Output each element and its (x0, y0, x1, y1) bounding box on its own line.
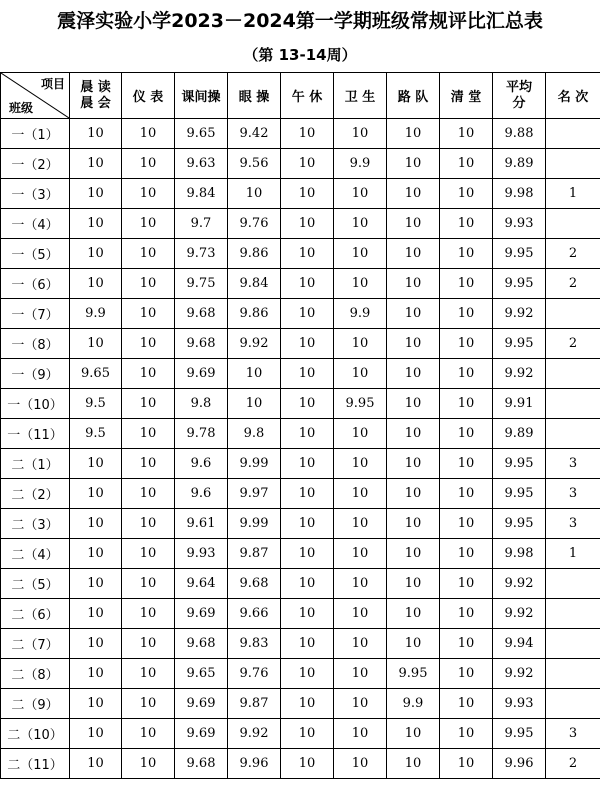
nap-cell: 10 (281, 119, 334, 149)
rank-cell (546, 209, 600, 239)
class-cell: 一（8） (1, 329, 70, 359)
exercise-cell: 9.73 (175, 239, 228, 269)
rank-cell (546, 149, 600, 179)
class-cell: 二（10） (1, 719, 70, 749)
class-cell: 一（2） (1, 149, 70, 179)
appearance-cell: 10 (122, 749, 175, 779)
average-cell: 9.95 (493, 239, 546, 269)
morning-read-cell: 10 (70, 269, 122, 299)
col-header-morning-read-line1: 晨 读 (80, 79, 111, 95)
table-row (1, 269, 600, 299)
hygiene-cell: 10 (334, 629, 387, 659)
nap-cell: 10 (281, 419, 334, 449)
nap-cell: 10 (281, 479, 334, 509)
exercise-cell: 9.69 (175, 599, 228, 629)
clean-cell: 10 (440, 299, 493, 329)
nap-cell: 10 (281, 719, 334, 749)
nap-cell: 10 (281, 299, 334, 329)
rank-cell: 1 (546, 179, 600, 209)
clean-cell: 10 (440, 329, 493, 359)
eye-exercise-cell: 9.76 (228, 209, 281, 239)
exercise-cell: 9.69 (175, 689, 228, 719)
nap-cell: 10 (281, 749, 334, 779)
queue-cell: 10 (387, 449, 440, 479)
appearance-cell: 10 (122, 419, 175, 449)
eye-exercise-cell: 9.84 (228, 269, 281, 299)
table-row (1, 719, 600, 749)
appearance-cell: 10 (122, 119, 175, 149)
average-cell: 9.98 (493, 179, 546, 209)
queue-cell: 10 (387, 389, 440, 419)
morning-read-cell: 10 (70, 689, 122, 719)
average-cell: 9.95 (493, 479, 546, 509)
average-cell: 9.93 (493, 209, 546, 239)
clean-cell: 10 (440, 659, 493, 689)
hygiene-cell: 9.95 (334, 389, 387, 419)
queue-cell: 10 (387, 539, 440, 569)
col-header-eye-exercise: 眼 操 (228, 73, 281, 119)
nap-cell: 10 (281, 269, 334, 299)
class-cell: 二（6） (1, 599, 70, 629)
hygiene-cell: 10 (334, 179, 387, 209)
class-cell: 二（1） (1, 449, 70, 479)
appearance-cell: 10 (122, 659, 175, 689)
table-row (1, 209, 600, 239)
clean-cell: 10 (440, 569, 493, 599)
morning-read-cell: 10 (70, 659, 122, 689)
clean-cell: 10 (440, 269, 493, 299)
table-row (1, 389, 600, 419)
nap-cell: 10 (281, 359, 334, 389)
col-header-clean: 清 堂 (440, 73, 493, 119)
queue-cell: 10 (387, 239, 440, 269)
hygiene-cell: 10 (334, 719, 387, 749)
table-body (1, 119, 600, 779)
table-row (1, 419, 600, 449)
appearance-cell: 10 (122, 149, 175, 179)
rank-cell: 3 (546, 509, 600, 539)
exercise-cell: 9.68 (175, 329, 228, 359)
col-header-morning-read-line2: 晨 会 (80, 95, 111, 111)
rank-cell: 2 (546, 749, 600, 779)
hygiene-cell: 10 (334, 119, 387, 149)
score-table (0, 72, 600, 779)
morning-read-cell: 10 (70, 239, 122, 269)
corner-label-class: 班级 (9, 101, 34, 115)
hygiene-cell: 10 (334, 269, 387, 299)
col-header-average-line2: 分 (512, 95, 526, 111)
class-cell: 二（9） (1, 689, 70, 719)
average-cell: 9.95 (493, 449, 546, 479)
hygiene-cell: 10 (334, 689, 387, 719)
queue-cell: 10 (387, 509, 440, 539)
class-cell: 一（5） (1, 239, 70, 269)
average-cell: 9.88 (493, 119, 546, 149)
clean-cell: 10 (440, 149, 493, 179)
eye-exercise-cell: 9.97 (228, 479, 281, 509)
appearance-cell: 10 (122, 269, 175, 299)
queue-cell: 9.9 (387, 689, 440, 719)
average-cell: 9.92 (493, 659, 546, 689)
clean-cell: 10 (440, 509, 493, 539)
average-cell: 9.92 (493, 569, 546, 599)
appearance-cell: 10 (122, 509, 175, 539)
queue-cell: 10 (387, 569, 440, 599)
eye-exercise-cell: 9.66 (228, 599, 281, 629)
hygiene-cell: 10 (334, 479, 387, 509)
queue-cell: 10 (387, 119, 440, 149)
rank-cell: 3 (546, 479, 600, 509)
clean-cell: 10 (440, 209, 493, 239)
appearance-cell: 10 (122, 719, 175, 749)
exercise-cell: 9.61 (175, 509, 228, 539)
clean-cell: 10 (440, 629, 493, 659)
rank-cell (546, 599, 600, 629)
exercise-cell: 9.69 (175, 719, 228, 749)
col-header-appearance: 仪 表 (122, 73, 175, 119)
class-cell: 一（10） (1, 389, 70, 419)
appearance-cell: 10 (122, 479, 175, 509)
hygiene-cell: 10 (334, 539, 387, 569)
class-cell: 一（3） (1, 179, 70, 209)
morning-read-cell: 10 (70, 719, 122, 749)
nap-cell: 10 (281, 329, 334, 359)
queue-cell: 10 (387, 359, 440, 389)
average-cell: 9.89 (493, 419, 546, 449)
eye-exercise-cell: 9.87 (228, 689, 281, 719)
morning-read-cell: 10 (70, 329, 122, 359)
document-title: 震泽实验小学2023－2024第一学期班级常规评比汇总表 (57, 10, 543, 32)
exercise-cell: 9.65 (175, 659, 228, 689)
rank-cell (546, 689, 600, 719)
rank-cell: 2 (546, 329, 600, 359)
class-cell: 二（8） (1, 659, 70, 689)
table-row (1, 359, 600, 389)
average-cell: 9.95 (493, 269, 546, 299)
eye-exercise-cell: 9.99 (228, 509, 281, 539)
exercise-cell: 9.75 (175, 269, 228, 299)
col-header-hygiene: 卫 生 (334, 73, 387, 119)
exercise-cell: 9.93 (175, 539, 228, 569)
col-header-average (493, 73, 546, 119)
table-row (1, 599, 600, 629)
hygiene-cell: 10 (334, 659, 387, 689)
exercise-cell: 9.68 (175, 299, 228, 329)
nap-cell: 10 (281, 539, 334, 569)
exercise-cell: 9.65 (175, 119, 228, 149)
morning-read-cell: 10 (70, 149, 122, 179)
class-cell: 一（7） (1, 299, 70, 329)
exercise-cell: 9.68 (175, 629, 228, 659)
morning-read-cell: 10 (70, 569, 122, 599)
eye-exercise-cell: 9.86 (228, 299, 281, 329)
appearance-cell: 10 (122, 539, 175, 569)
eye-exercise-cell: 9.92 (228, 329, 281, 359)
eye-exercise-cell: 9.68 (228, 569, 281, 599)
queue-cell: 10 (387, 179, 440, 209)
hygiene-cell: 10 (334, 509, 387, 539)
clean-cell: 10 (440, 749, 493, 779)
morning-read-cell: 10 (70, 539, 122, 569)
nap-cell: 10 (281, 389, 334, 419)
clean-cell: 10 (440, 239, 493, 269)
morning-read-cell: 10 (70, 479, 122, 509)
table-row (1, 539, 600, 569)
average-cell: 9.92 (493, 299, 546, 329)
class-cell: 一（1） (1, 119, 70, 149)
col-header-queue: 路 队 (387, 73, 440, 119)
rank-cell: 2 (546, 269, 600, 299)
appearance-cell: 10 (122, 599, 175, 629)
class-cell: 二（11） (1, 749, 70, 779)
table-row (1, 119, 600, 149)
morning-read-cell: 10 (70, 449, 122, 479)
col-header-nap: 午 休 (281, 73, 334, 119)
exercise-cell: 9.7 (175, 209, 228, 239)
average-cell: 9.95 (493, 329, 546, 359)
class-cell: 一（4） (1, 209, 70, 239)
table-row (1, 299, 600, 329)
morning-read-cell: 10 (70, 599, 122, 629)
table-row (1, 479, 600, 509)
nap-cell: 10 (281, 629, 334, 659)
rank-cell (546, 389, 600, 419)
hygiene-cell: 10 (334, 329, 387, 359)
average-cell: 9.98 (493, 539, 546, 569)
nap-cell: 10 (281, 239, 334, 269)
eye-exercise-cell: 9.92 (228, 719, 281, 749)
table-row (1, 569, 600, 599)
queue-cell: 9.95 (387, 659, 440, 689)
queue-cell: 10 (387, 269, 440, 299)
eye-exercise-cell: 10 (228, 179, 281, 209)
clean-cell: 10 (440, 419, 493, 449)
hygiene-cell: 10 (334, 419, 387, 449)
average-cell: 9.95 (493, 719, 546, 749)
document-subtitle: （第 13-14周） (243, 46, 357, 64)
class-cell: 二（5） (1, 569, 70, 599)
morning-read-cell: 9.9 (70, 299, 122, 329)
class-cell: 一（9） (1, 359, 70, 389)
appearance-cell: 10 (122, 329, 175, 359)
nap-cell: 10 (281, 149, 334, 179)
eye-exercise-cell: 9.87 (228, 539, 281, 569)
average-cell: 9.91 (493, 389, 546, 419)
morning-read-cell: 10 (70, 179, 122, 209)
average-cell: 9.92 (493, 359, 546, 389)
eye-exercise-cell: 10 (228, 359, 281, 389)
hygiene-cell: 9.9 (334, 149, 387, 179)
eye-exercise-cell: 9.96 (228, 749, 281, 779)
morning-read-cell: 9.5 (70, 389, 122, 419)
rank-cell: 3 (546, 449, 600, 479)
col-header-morning-read (70, 73, 122, 119)
queue-cell: 10 (387, 599, 440, 629)
morning-read-cell: 10 (70, 749, 122, 779)
morning-read-cell: 10 (70, 119, 122, 149)
queue-cell: 10 (387, 149, 440, 179)
eye-exercise-cell: 9.56 (228, 149, 281, 179)
corner-label-item: 项目 (40, 77, 65, 91)
eye-exercise-cell: 9.99 (228, 449, 281, 479)
nap-cell: 10 (281, 569, 334, 599)
rank-cell (546, 569, 600, 599)
clean-cell: 10 (440, 449, 493, 479)
queue-cell: 10 (387, 209, 440, 239)
rank-cell (546, 359, 600, 389)
queue-cell: 10 (387, 299, 440, 329)
header-row (1, 73, 600, 119)
rank-cell (546, 419, 600, 449)
eye-exercise-cell: 9.76 (228, 659, 281, 689)
queue-cell: 10 (387, 329, 440, 359)
hygiene-cell: 10 (334, 359, 387, 389)
appearance-cell: 10 (122, 239, 175, 269)
average-cell: 9.89 (493, 149, 546, 179)
morning-read-cell: 9.5 (70, 419, 122, 449)
class-cell: 一（11） (1, 419, 70, 449)
appearance-cell: 10 (122, 569, 175, 599)
eye-exercise-cell: 9.86 (228, 239, 281, 269)
queue-cell: 10 (387, 419, 440, 449)
average-cell: 9.93 (493, 689, 546, 719)
table-row (1, 239, 600, 269)
nap-cell: 10 (281, 209, 334, 239)
exercise-cell: 9.78 (175, 419, 228, 449)
appearance-cell: 10 (122, 389, 175, 419)
appearance-cell: 10 (122, 689, 175, 719)
clean-cell: 10 (440, 599, 493, 629)
queue-cell: 10 (387, 629, 440, 659)
appearance-cell: 10 (122, 209, 175, 239)
clean-cell: 10 (440, 719, 493, 749)
rank-cell (546, 659, 600, 689)
hygiene-cell: 10 (334, 449, 387, 479)
queue-cell: 10 (387, 749, 440, 779)
average-cell: 9.95 (493, 509, 546, 539)
class-cell: 二（4） (1, 539, 70, 569)
hygiene-cell: 10 (334, 239, 387, 269)
nap-cell: 10 (281, 509, 334, 539)
table-row (1, 179, 600, 209)
corner-header-cell (1, 73, 70, 119)
rank-cell: 1 (546, 539, 600, 569)
clean-cell: 10 (440, 479, 493, 509)
exercise-cell: 9.63 (175, 149, 228, 179)
queue-cell: 10 (387, 479, 440, 509)
table-row (1, 689, 600, 719)
appearance-cell: 10 (122, 299, 175, 329)
morning-read-cell: 9.65 (70, 359, 122, 389)
table-row (1, 149, 600, 179)
rank-cell (546, 629, 600, 659)
exercise-cell: 9.6 (175, 479, 228, 509)
hygiene-cell: 10 (334, 209, 387, 239)
hygiene-cell: 10 (334, 599, 387, 629)
average-cell: 9.92 (493, 599, 546, 629)
eye-exercise-cell: 9.83 (228, 629, 281, 659)
rank-cell: 2 (546, 239, 600, 269)
hygiene-cell: 10 (334, 569, 387, 599)
hygiene-cell: 10 (334, 749, 387, 779)
morning-read-cell: 10 (70, 629, 122, 659)
clean-cell: 10 (440, 539, 493, 569)
clean-cell: 10 (440, 119, 493, 149)
nap-cell: 10 (281, 449, 334, 479)
eye-exercise-cell: 9.42 (228, 119, 281, 149)
eye-exercise-cell: 9.8 (228, 419, 281, 449)
rank-cell (546, 119, 600, 149)
average-cell: 9.96 (493, 749, 546, 779)
hygiene-cell: 9.9 (334, 299, 387, 329)
clean-cell: 10 (440, 179, 493, 209)
appearance-cell: 10 (122, 449, 175, 479)
class-cell: 一（6） (1, 269, 70, 299)
exercise-cell: 9.8 (175, 389, 228, 419)
appearance-cell: 10 (122, 179, 175, 209)
nap-cell: 10 (281, 179, 334, 209)
class-cell: 二（2） (1, 479, 70, 509)
table-row (1, 449, 600, 479)
eye-exercise-cell: 10 (228, 389, 281, 419)
col-header-exercise: 课间操 (175, 73, 228, 119)
exercise-cell: 9.68 (175, 749, 228, 779)
table-row (1, 509, 600, 539)
exercise-cell: 9.6 (175, 449, 228, 479)
clean-cell: 10 (440, 689, 493, 719)
nap-cell: 10 (281, 659, 334, 689)
exercise-cell: 9.84 (175, 179, 228, 209)
clean-cell: 10 (440, 389, 493, 419)
exercise-cell: 9.64 (175, 569, 228, 599)
table-row (1, 629, 600, 659)
exercise-cell: 9.69 (175, 359, 228, 389)
col-header-rank: 名 次 (546, 73, 600, 119)
queue-cell: 10 (387, 719, 440, 749)
table-row (1, 749, 600, 779)
nap-cell: 10 (281, 599, 334, 629)
morning-read-cell: 10 (70, 509, 122, 539)
appearance-cell: 10 (122, 359, 175, 389)
class-cell: 二（7） (1, 629, 70, 659)
table-row (1, 329, 600, 359)
morning-read-cell: 10 (70, 209, 122, 239)
nap-cell: 10 (281, 689, 334, 719)
clean-cell: 10 (440, 359, 493, 389)
rank-cell: 3 (546, 719, 600, 749)
appearance-cell: 10 (122, 629, 175, 659)
table-row (1, 659, 600, 689)
rank-cell (546, 299, 600, 329)
col-header-average-line1: 平均 (505, 79, 532, 95)
average-cell: 9.94 (493, 629, 546, 659)
class-cell: 二（3） (1, 509, 70, 539)
